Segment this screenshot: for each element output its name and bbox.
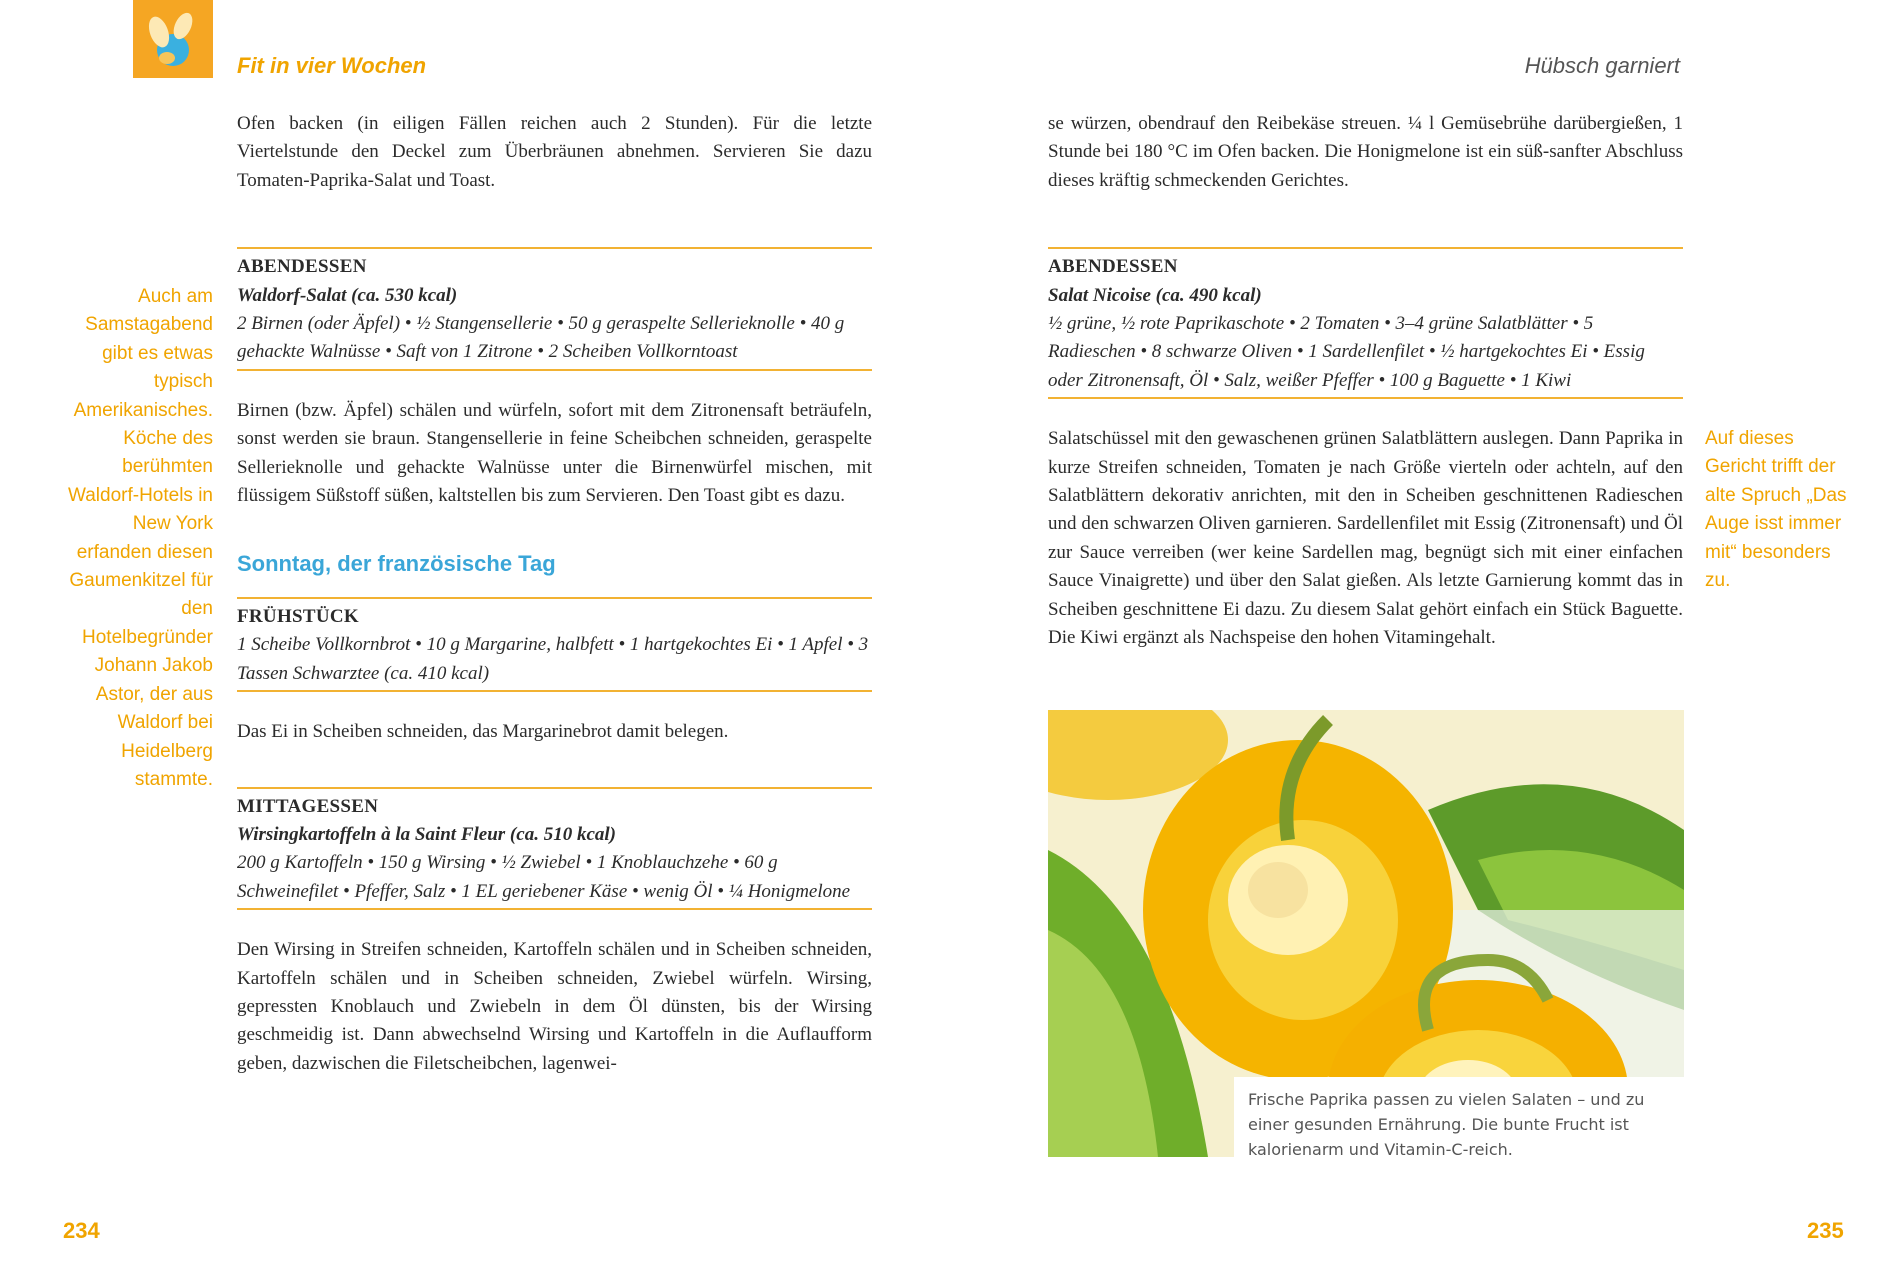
nicoise-instructions: Salatschüssel mit den gewaschenen grünen Salatblättern auslegen. Dann Paprika in kurze Streifen schneiden, Tomaten je nach Größe vierteln oder achteln, auf den Salatblättern dekorativ anrichten, mit den in Scheiben geschnittenen Radieschen und den schwarzen Oliven garnieren. Sardellenfilet mit Essig (Zitronensaft) und Öl zur Sauce verreiben (wer keine Sardellen mag, begnügt sich mit einer einfachen Sauce Vinaigrette) und über den Salat gießen. Als letzte Garnierung kommt das in Scheiben geschnittene Ei dazu. Zu diesem Salat gehört einfach ein Stück Baguette. Die Kiwi ergänzt als Nachspeise den hohen Vitamingehalt. [1048, 428, 1683, 649]
fruehstueck-ingredients: 1 Scheibe Vollkornbrot • 10 g Margarine, halbfett • 1 hartgekochtes Ei • 1 Apfel • 3 Tassen Schwarztee (ca. 410 kcal) [237, 634, 869, 684]
section-heading-sonntag: Sonntag, der französische Tag [237, 551, 556, 577]
mittagessen-heading: MITTAGESSEN [237, 795, 379, 817]
nicoise-ingredients: ½ grüne, ½ rote Paprikaschote • 2 Tomaten • 3–4 grüne Salatblätter • 5 Radieschen • 8 schwarze Oliven • 1 Sardellenfilet • ½ hartgekochtes Ei • Essig oder Zitronensaft, Öl • Salz, weißer Pfeffer • 100 g Baguette • 1 Kiwi [1048, 313, 1645, 391]
fruehstueck-heading: FRÜHSTÜCK [237, 605, 359, 627]
running-header-right: Hübsch garniert [1524, 53, 1680, 78]
right-intro-paragraph: se würzen, obendrauf den Reibekäse streuen. ¼ l Gemüsebrühe darübergießen, 1 Stunde bei 180 °C im Ofen backen. Die Honigmelone ist ein süß-sanfter Abschluss dieses kräftig schmeckenden Gerichtes. [1048, 113, 1683, 191]
waldorf-recipe-title: Waldorf-Salat (ca. 530 kcal) [237, 284, 458, 306]
running-header-left: Fit in vier Wochen [237, 53, 427, 78]
nicoise-recipe-box [1048, 247, 1683, 399]
wirsing-instructions: Den Wirsing in Streifen schneiden, Kartoffeln schälen und in Scheiben schneiden, Kartoffeln schälen und in Scheiben schneiden, Zwiebel würfeln. Wirsing, gepressten Knoblauch und Zwiebeln in dem Öl dünsten, bis der Wirsing geschmeidig ist. Dann abwechselnd Wirsing und Kartoffeln in die Auflaufform geben, dazwischen die Filetscheibchen, lagenwei- [237, 939, 872, 1074]
wirsing-recipe-box [237, 787, 872, 911]
page-number-left: 234 [63, 1218, 100, 1243]
abendessen-heading-right: ABENDESSEN [1048, 256, 1178, 278]
fruehstueck-instructions: Das Ei in Scheiben schneiden, das Margarinebrot damit belegen. [237, 721, 729, 743]
right-text-column [1048, 110, 1683, 653]
waldorf-recipe-box [237, 247, 872, 371]
fruehstueck-recipe-box [237, 597, 872, 692]
left-text-column [237, 110, 872, 1078]
waldorf-instructions: Birnen (bzw. Äpfel) schälen und würfeln, sofort mit dem Zitronensaft beträufeln, sonst werden sie braun. Stangensellerie in feine Scheibchen schneiden, geraspelte Sellerieknolle und gehackte Walnüsse unter die Birnenwürfel mischen, mit flüssigem Süßstoff süßen, kaltstellen bis zum Servieren. Den Toast gibt es dazu. [237, 399, 872, 507]
page-number-right: 235 [1807, 1218, 1844, 1243]
wirsing-recipe-title: Wirsingkartoffeln à la Saint Fleur (ca. 510 kcal) [237, 823, 616, 845]
photo-caption: Frische Paprika passen zu vielen Salaten – und zu einer gesunden Ernährung. Die bunte Frucht ist kalorienarm und Vitamin-C-reich. [1234, 1077, 1684, 1157]
left-margin-note: Auch am Samstagabend gibt es etwas typisch Amerikanisches. Köche des berühmten Waldorf-Hotels in New York erfanden diesen Gaumenkitzel für den Hotelbegründer Johann Jakob Astor, der aus Waldorf bei Heidelberg stammte. [67, 286, 213, 790]
waldorf-ingredients: 2 Birnen (oder Äpfel) • ½ Stangensellerie • 50 g geraspelte Sellerieknolle • 40 g gehackte Walnüsse • Saft von 1 Zitrone • 2 Scheiben Vollkorntoast [237, 313, 845, 363]
abendessen-heading: ABENDESSEN [237, 256, 367, 278]
nicoise-recipe-title: Salat Nicoise (ca. 490 kcal) [1048, 284, 1262, 306]
book-logo-icon [133, 0, 213, 78]
wirsing-ingredients: 200 g Kartoffeln • 150 g Wirsing • ½ Zwiebel • 1 Knoblauchzehe • 60 g Schweinefilet • Pfeffer, Salz • 1 EL geriebener Käse • wenig Öl • ¼ Honigmelone [237, 852, 851, 902]
right-margin-note: Auf dieses Gericht trifft der alte Spruch „Das Auge isst immer mit“ besonders zu. [1705, 428, 1847, 592]
left-intro-paragraph: Ofen backen (in eiligen Fällen reichen auch 2 Stunden). Für die letzte Viertelstunde den Deckel zum Überbräunen abnehmen. Servieren Sie dazu Tomaten-Paprika-Salat und Toast. [237, 113, 872, 191]
